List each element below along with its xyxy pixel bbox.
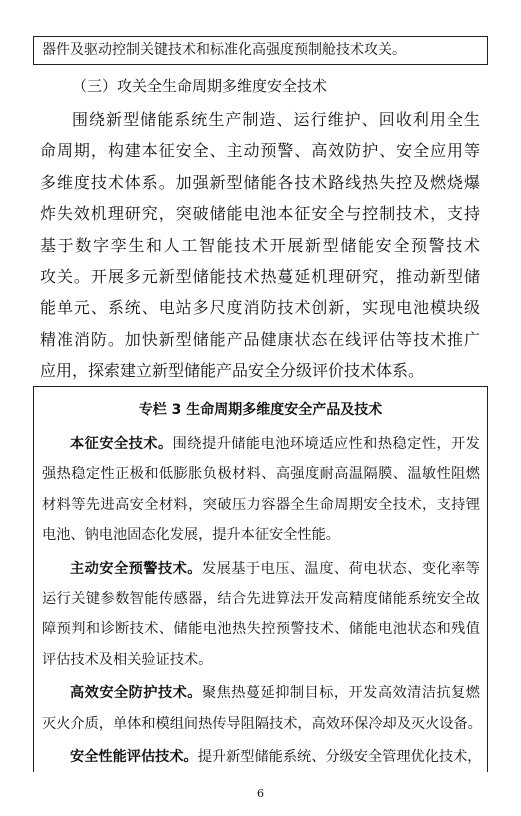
paragraph-line: 应用，探索建立新型储能产品安全分级评价技术体系。 <box>40 361 425 381</box>
column-item-text: 提升新型储能系统、分级安全管理优化技术， <box>197 749 482 766</box>
column-item-line <box>42 429 480 459</box>
body-paragraph <box>40 104 480 387</box>
column-item-keyword: 主动安全预警技术。 <box>70 560 202 577</box>
column-item-keyword: 本征安全技术。 <box>70 436 173 452</box>
paragraph-line: 命周期，构建本征安全、主动预警、高效防护、安全应用等 <box>40 141 480 161</box>
column-item-line <box>42 554 480 584</box>
paragraph-line: 围绕新型储能系统生产制造、运行维护、回收利用全生 <box>72 110 480 129</box>
column-item-text: 聚焦热蔓延抑制目标，开发高效清洁抗复燃 <box>201 685 480 702</box>
column-box <box>33 386 488 772</box>
paragraph-line: 多维度技术体系。加强新型储能各技术路线热失控及燃烧爆 <box>40 172 480 192</box>
column-item-line: 障预判和诊断技术、储能电池热失控预警技术、储能电池状态和残值 <box>42 621 480 638</box>
column-item-line: 评估技术及相关验证技术。 <box>42 651 213 668</box>
continued-column-box <box>33 36 488 65</box>
paragraph-line: 攻关。开展多元新型储能技术热蔓延机理研究，推动新型储 <box>40 267 480 287</box>
column-item-keyword: 高效安全防护技术。 <box>70 685 202 702</box>
section-heading: （三）攻关全生命周期多维度安全技术 <box>72 77 328 95</box>
paragraph-line: 基于数字孪生和人工智能技术开展新型储能安全预警技术 <box>40 235 480 255</box>
column-item-keyword: 安全性能评估技术。 <box>70 749 198 766</box>
continued-column-text: 器件及驱动控制关键技术和标准化高强度预制舱技术攻关。 <box>42 42 406 58</box>
column-item-line <box>42 678 480 708</box>
column-item-line: 强热稳定性正极和低膨胀负极材料、高强度耐高温隔膜、温敏性阻燃 <box>42 466 480 483</box>
paragraph-line: 精准消防。加快新型储能产品健康状态在线评估等技术推广 <box>40 329 480 349</box>
column-item-line: 运行关键参数智能传感器，结合先进算法开发高精度储能系统安全故 <box>42 591 480 608</box>
column-body <box>42 429 480 772</box>
paragraph-line: 能单元、系统、电站多尺度消防技术创新，实现电池模块级 <box>40 298 480 318</box>
column-item-line: 电池、钠电池固态化发展，提升本征安全性能。 <box>42 527 340 544</box>
page-number: 6 <box>257 787 264 800</box>
paragraph-line: 炸失效机理研究，突破储能电池本征安全与控制技术，支持 <box>40 204 480 224</box>
column-item-text: 发展基于电压、温度、荷电状态、变化率等 <box>201 560 480 577</box>
column-item-line: 灭火介质，单体和模组间热传导阻隔技术，高效环保冷却及灭火设备。 <box>42 715 482 732</box>
column-item-line <box>42 742 480 772</box>
column-item-line: 材料等先进高安全材料，突破压力容器全生命周期安全技术，支持锂 <box>42 496 480 513</box>
column-item-text: 围绕提升储能电池环境适应性和热稳定性，开发 <box>172 436 480 452</box>
column-title: 专栏 3 生命周期多维度安全产品及技术 <box>138 402 383 418</box>
